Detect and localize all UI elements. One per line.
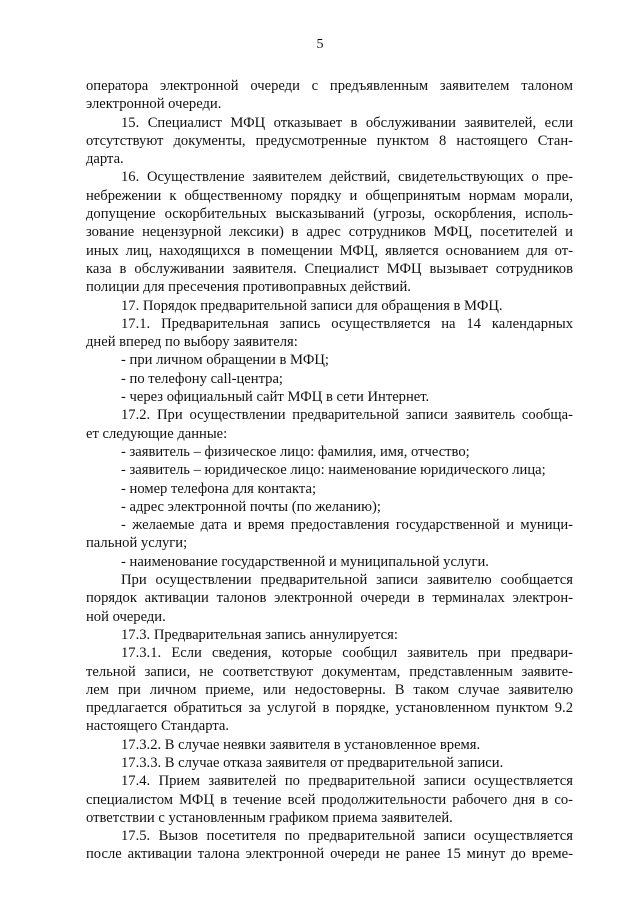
document-body xyxy=(86,77,573,864)
text-line: - номер телефона для контакта; xyxy=(121,480,317,497)
text-line: - при личном обращении в МФЦ; xyxy=(121,352,329,369)
text-line: 15. Специалист МФЦ отказывает в обслуживании заявителей, если xyxy=(121,114,573,131)
text-line: 17.3. Предварительная запись аннулируется: xyxy=(121,626,398,643)
text-line: - желаемые дата и время предоставления государственной и муници- xyxy=(121,517,573,534)
text-line: полиции для пресечения противоправных действий. xyxy=(86,279,411,296)
text-line: - наименование государственной и муниципальной услуги. xyxy=(121,553,489,570)
text-line: 17.3.2. В случае неявки заявителя в установленное время. xyxy=(121,736,481,753)
text-line: каза в обслуживании заявителя. Специалист МФЦ вызывает сотрудников xyxy=(86,260,573,277)
text-line: - адрес электронной почты (по желанию); xyxy=(121,498,381,515)
text-line: после активации талона электронной очереди не ранее 15 минут до време- xyxy=(86,846,573,863)
text-line: электронной очереди. xyxy=(86,96,222,113)
text-line: небрежении к общественному порядку и общепринятым нормам морали, xyxy=(86,187,573,204)
text-line: ной очереди. xyxy=(86,608,166,625)
text-line: ет следующие данные: xyxy=(86,425,228,442)
text-line: специалистом МФЦ в течение всей продолжительности рабочего дня в со- xyxy=(86,791,573,808)
text-line: дней вперед по выбору заявителя: xyxy=(86,334,298,351)
text-line: 17.2. При осуществлении предварительной записи заявитель сообща- xyxy=(121,407,573,424)
text-line: 17.5. Вызов посетителя по предварительной записи осуществляется xyxy=(121,828,573,845)
text-line: 17.4. Прием заявителей по предварительной записи осуществляется xyxy=(121,773,573,790)
text-line: порядок активации талонов электронной очереди в терминалах электрон- xyxy=(86,590,573,607)
text-line: 17.3.1. Если сведения, которые сообщил заявитель при предвари- xyxy=(121,645,573,662)
text-line: При осуществлении предварительной записи заявителю сообщается xyxy=(121,572,573,589)
text-line: лем при личном приеме, или недостоверны. В таком случае заявителю xyxy=(86,681,573,698)
text-line: пальной услуги; xyxy=(86,535,188,552)
text-line: 17.1. Предварительная запись осуществляется на 14 календарных xyxy=(121,315,573,332)
page-number: 5 xyxy=(316,37,324,52)
text-line: 17.3.3. В случае отказа заявителя от предварительной записи. xyxy=(121,754,504,771)
text-line: - заявитель – физическое лицо: фамилия, имя, отчество; xyxy=(121,443,470,460)
text-line: - заявитель – юридическое лицо: наименование юридического лица; xyxy=(121,462,546,479)
text-line: допущение оскорбительных высказываний (угрозы, оскорбления, исполь- xyxy=(86,206,573,223)
text-line: 17. Порядок предварительной записи для обращения в МФЦ. xyxy=(121,297,503,314)
text-line: отсутствуют документы, предусмотренные пунктом 8 настоящего Стан- xyxy=(86,132,573,149)
text-line: тельной записи, не соответствуют документам, представленным заявите- xyxy=(86,663,573,680)
text-line: настоящего Стандарта. xyxy=(86,718,230,735)
text-line: иных лиц, находящихся в помещении МФЦ, является основанием для от- xyxy=(86,242,573,259)
text-line: 16. Осуществление заявителем действий, свидетельствующих о пре- xyxy=(121,169,573,186)
text-line: - через официальный сайт МФЦ в сети Интернет. xyxy=(121,389,430,406)
text-line: ответствии с установленным графиком приема заявителей. xyxy=(86,809,453,826)
text-line: - по телефону call-центра; xyxy=(121,370,283,387)
text-line: зование нецензурной лексики) в адрес сотрудников МФЦ, посетителей и xyxy=(86,224,573,241)
text-line: дарта. xyxy=(86,151,124,168)
text-line: предлагается обратиться за услугой в порядке, установленном пунктом 9.2 xyxy=(86,700,573,717)
text-line: оператора электронной очереди с предъявленным заявителем талоном xyxy=(86,78,573,94)
